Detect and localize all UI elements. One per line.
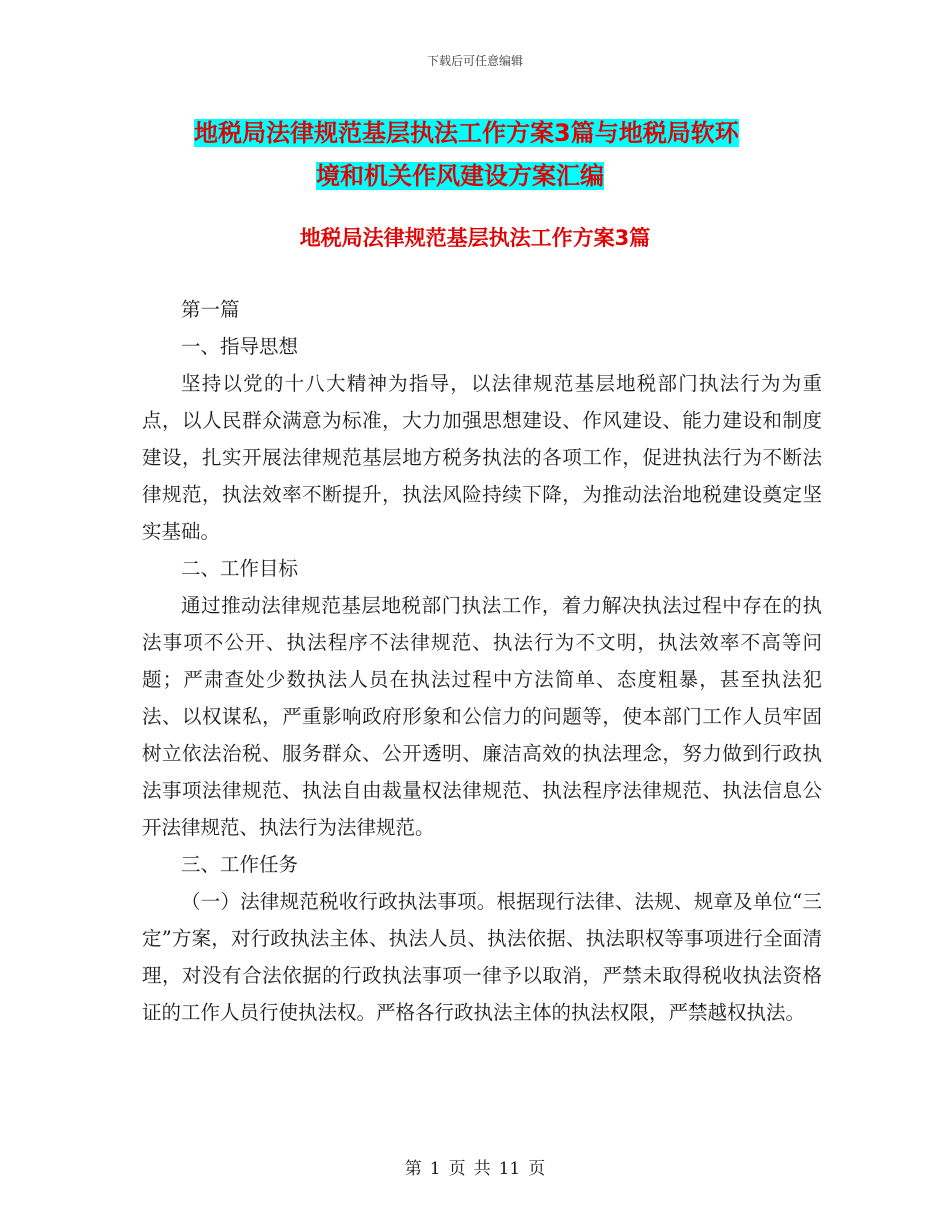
- document-main-title: [150, 112, 840, 198]
- section-heading-guiding-thought: 一、指导思想: [181, 335, 299, 358]
- total-pages: 11: [498, 1159, 521, 1179]
- main-title-line-2: 境和机关作风建设方案汇编: [316, 162, 604, 190]
- document-body: [142, 291, 822, 1031]
- main-title-line-1: 地税局法律规范基层执法工作方案3篇与地税局软环: [194, 119, 739, 147]
- section-heading-work-tasks: 三、工作任务: [181, 853, 299, 876]
- paragraph: 通过推动法律规范基层地税部门执法工作，着力解决执法过程中存在的执法事项不公开、执法程序不法律规范、执法行为不文明，执法效率不高等问题；严肃查处少数执法人员在执法过程中方法简单、态度粗暴，甚至执法犯法、以权谋私，严重影响政府形象和公信力的问题等，使本部门工作人员牢固树立依法治税、服务群众、公开透明、廉洁高效的执法理念，努力做到行政执法事项法律规范、执法自由裁量权法律规范、执法程序法律规范、执法信息公开法律规范、执法行为法律规范。: [142, 594, 822, 839]
- section-title: 地税局法律规范基层执法工作方案3篇: [299, 226, 651, 250]
- paragraph: 坚持以党的十八大精神为指导，以法律规范基层地税部门执法行为为重点，以人民群众满意为标准，大力加强思想建设、作风建设、能力建设和制度建设，扎实开展法律规范基层地方税务执法的各项工作，促进执法行为不断法律规范，执法效率不断提升，执法风险持续下降，为推动法治地税建设奠定坚实基础。: [142, 372, 822, 543]
- paragraph: （一）法律规范税收行政执法事项。根据现行法律、法规、规章及单位“三定”方案，对行政执法主体、执法人员、执法依据、执法职权等事项进行全面清理，对没有合法依据的行政执法事项一律予以取消，严禁未取得税收执法资格证的工作人员行使执法权。严格各行政执法主体的执法权限，严禁越权执法。: [142, 890, 822, 1024]
- header-note: 下载后可任意编辑: [426, 54, 523, 68]
- current-page-number: 1: [429, 1159, 441, 1179]
- part-heading: 第一篇: [181, 298, 240, 321]
- section-heading-work-goals: 二、工作目标: [181, 557, 299, 580]
- page-footer: 第 1 页 共 11 页: [404, 1159, 546, 1179]
